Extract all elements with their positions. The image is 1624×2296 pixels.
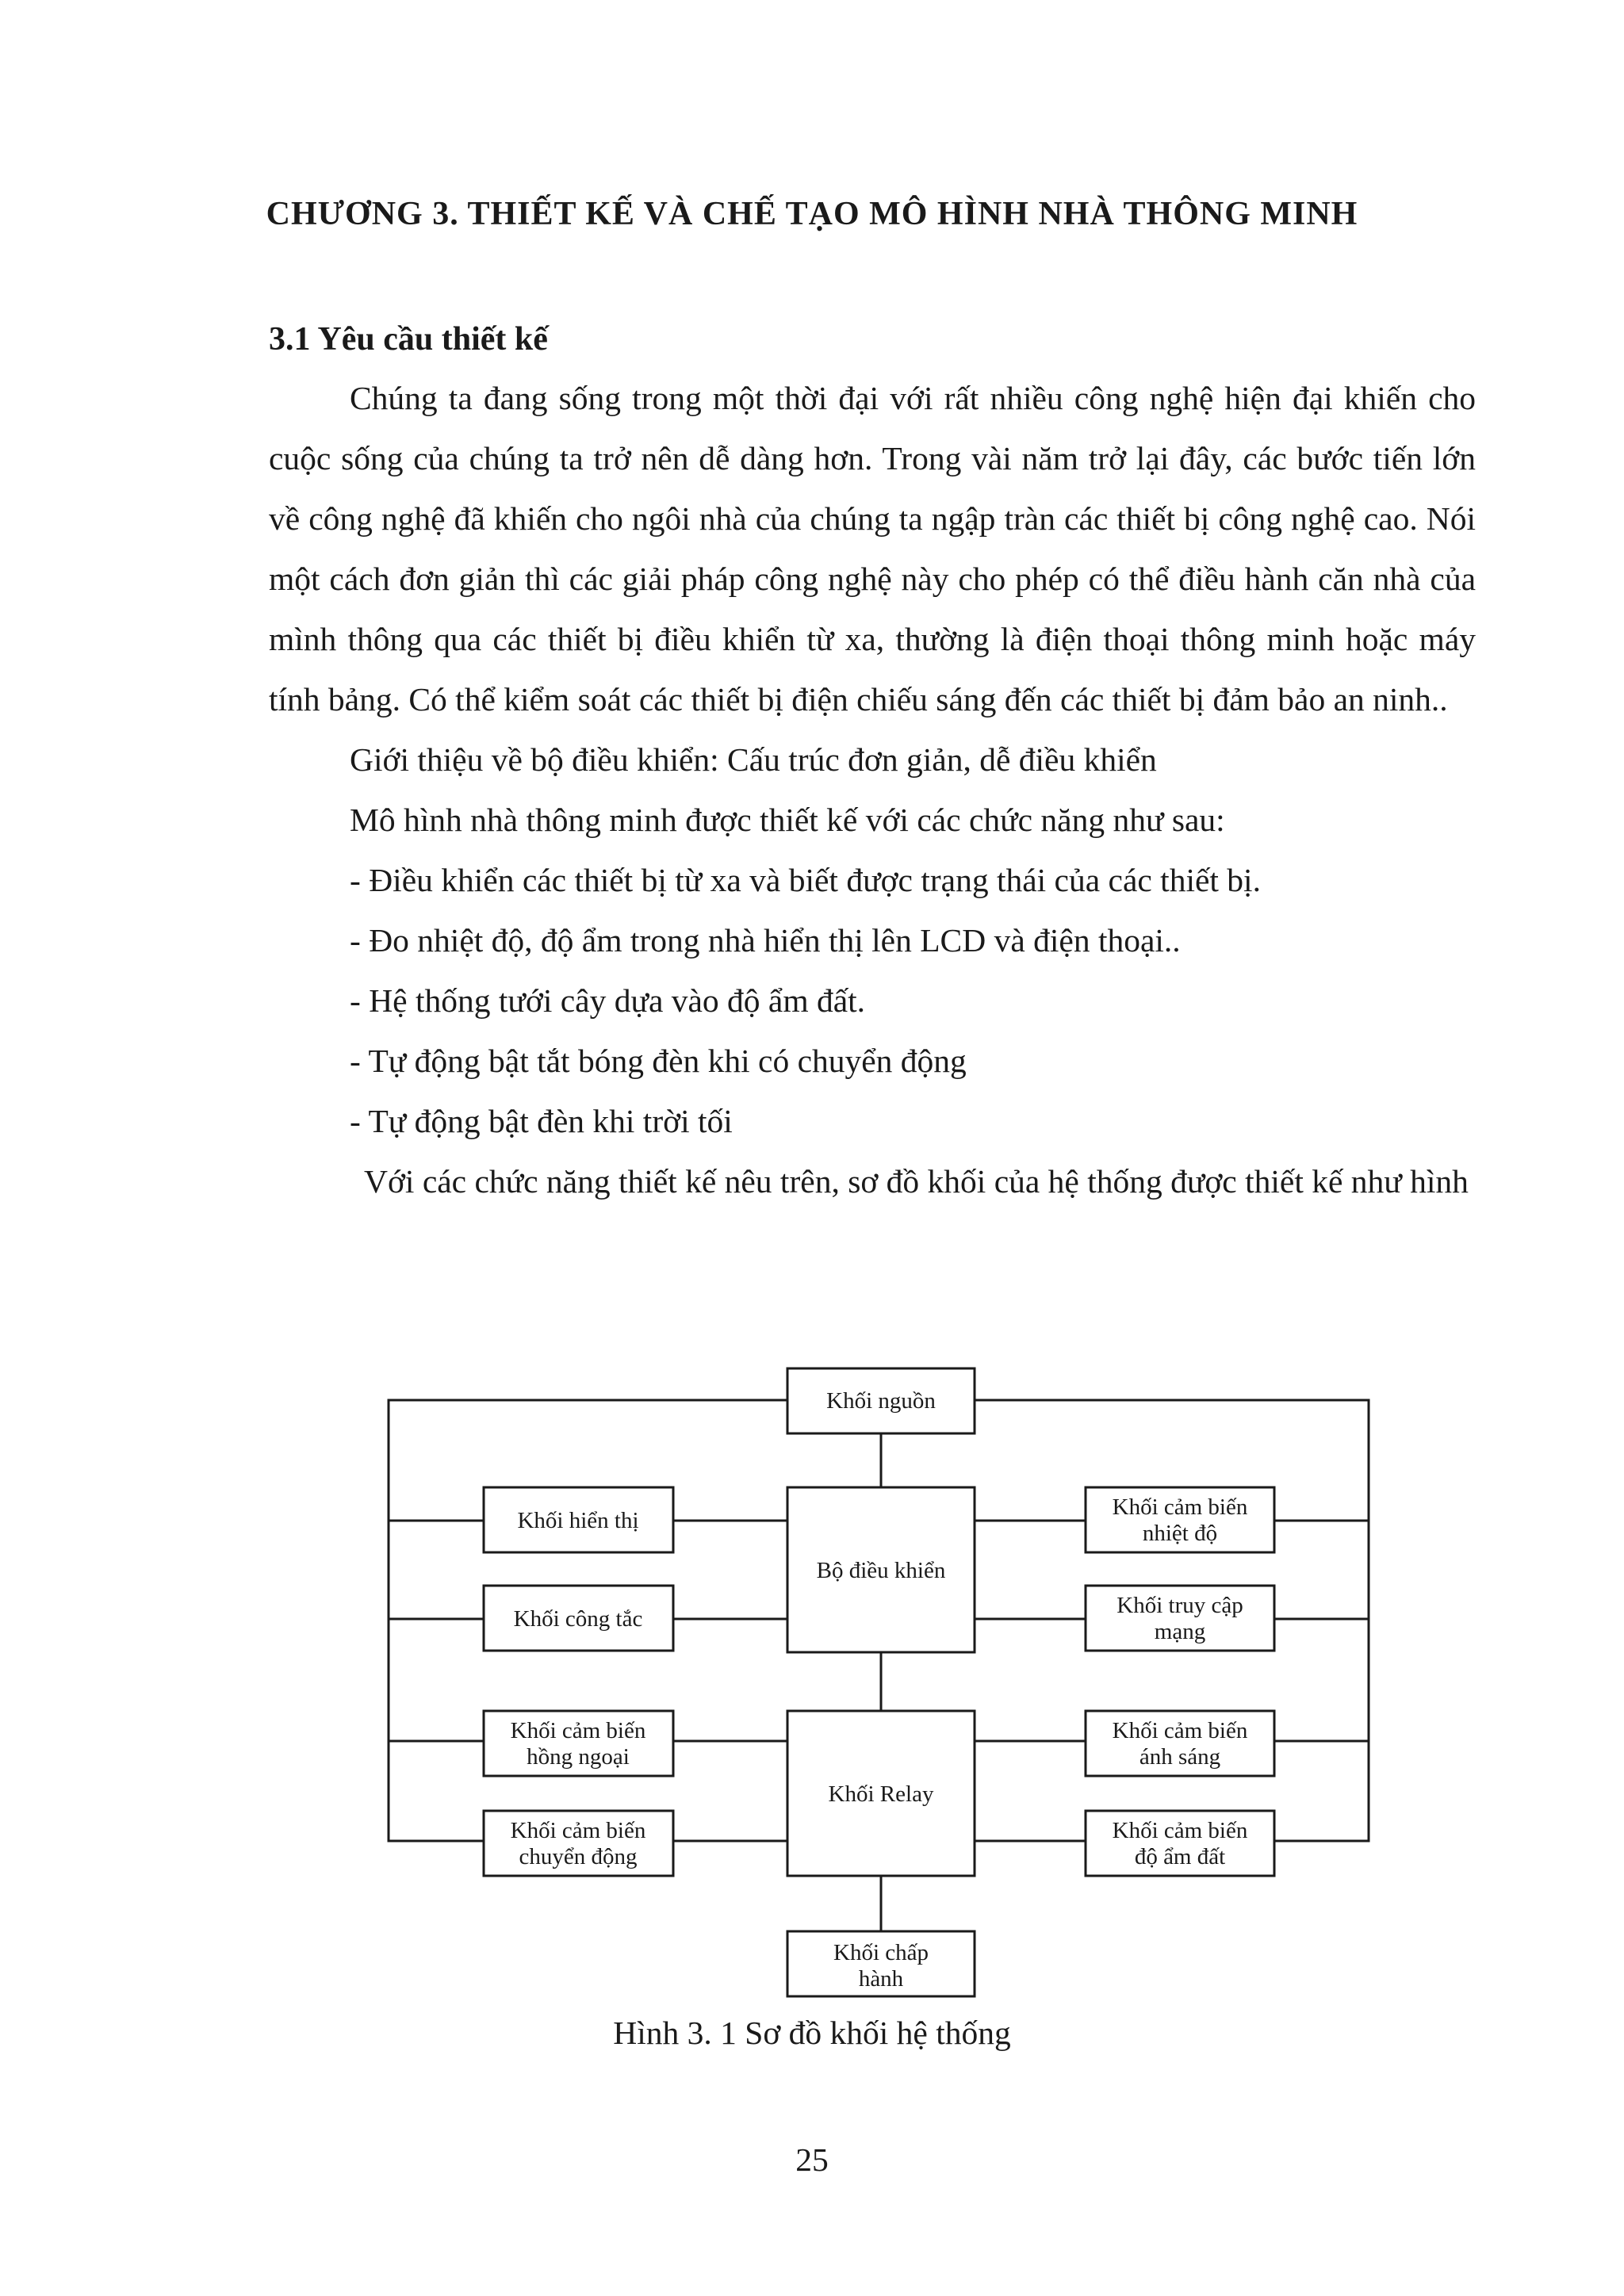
functions-intro-line: Mô hình nhà thông minh được thiết kế với các chức năng như sau:	[350, 802, 1225, 838]
controller-label: Bộ điều khiển	[816, 1558, 946, 1583]
controller-intro-line: Giới thiệu về bộ điều khiển: Cấu trúc đơn giản, dễ điều khiển	[350, 741, 1157, 778]
switch-label: Khối công tắc	[513, 1606, 643, 1632]
function-item: - Tự động bật tắt bóng đèn khi có chuyển động	[350, 1043, 967, 1079]
diagram-blocks	[484, 1368, 1274, 1996]
temperature-label: nhiệt độ	[1142, 1521, 1218, 1546]
temperature-label: Khối cảm biến	[1112, 1494, 1248, 1520]
function-item: - Đo nhiệt độ, độ ẩm trong nhà hiển thị lên LCD và điện thoại..	[350, 922, 1181, 959]
network-label: mạng	[1154, 1619, 1206, 1644]
motion-label: chuyển động	[519, 1844, 638, 1869]
chapter-title: CHƯƠNG 3. THIẾT KẾ VÀ CHẾ TẠO MÔ HÌNH NHÀ THÔNG MINH	[266, 196, 1358, 232]
page-number: 25	[795, 2141, 829, 2178]
diagram-labels	[511, 1388, 1248, 1992]
function-item: - Hệ thống tưới cây dựa vào độ ẩm đất.	[350, 982, 866, 1019]
infrared-label: Khối cảm biến	[510, 1718, 646, 1743]
relay-label: Khối Relay	[828, 1781, 934, 1807]
light-label: Khối cảm biến	[1112, 1718, 1248, 1743]
section-heading: 3.1 Yêu cầu thiết kế	[269, 321, 548, 358]
network-label: Khối truy cập	[1116, 1593, 1243, 1618]
power-label: Khối nguồn	[826, 1388, 936, 1414]
intro-paragraph: Chúng ta đang sống trong một thời đại với rất nhiều công nghệ hiện đại khiến cho cuộc sống của chúng ta trở nên dễ dàng hơn. Trong vài năm trở lại đây, các bước tiến lớn về công nghệ đã khiến cho ngôi nhà của chúng ta ngập tràn các thiết bị công nghệ cao. Nói một cách đơn giản thì các giải pháp công nghệ này cho phép có thể điều hành căn nhà của mình thông qua các thiết bị điều khiển từ xa, thường là điện thoại thông minh hoặc máy tính bảng. Có thể kiểm soát các thiết bị điện chiếu sáng đến các thiết bị đảm bảo an ninh..	[269, 380, 1476, 718]
infrared-label: hồng ngoại	[527, 1744, 630, 1770]
display-label: Khối hiển thị	[517, 1508, 639, 1533]
soil-label: độ ẩm đất	[1134, 1844, 1226, 1869]
motion-label: Khối cảm biến	[510, 1818, 646, 1843]
function-item: - Tự động bật đèn khi trời tối	[350, 1103, 733, 1139]
closing-paragraph: Với các chức năng thiết kế nêu trên, sơ đồ khối của hệ thống được thiết kế như hình	[364, 1163, 1469, 1200]
actuator-label: Khối chấp	[833, 1940, 929, 1965]
soil-label: Khối cảm biến	[1112, 1818, 1248, 1843]
light-label: ánh sáng	[1139, 1744, 1221, 1770]
actuator-label: hành	[858, 1966, 904, 1992]
function-item: - Điều khiển các thiết bị từ xa và biết được trạng thái của các thiết bị.	[350, 862, 1261, 898]
figure-caption: Hình 3. 1 Sơ đồ khối hệ thống	[613, 2015, 1011, 2051]
